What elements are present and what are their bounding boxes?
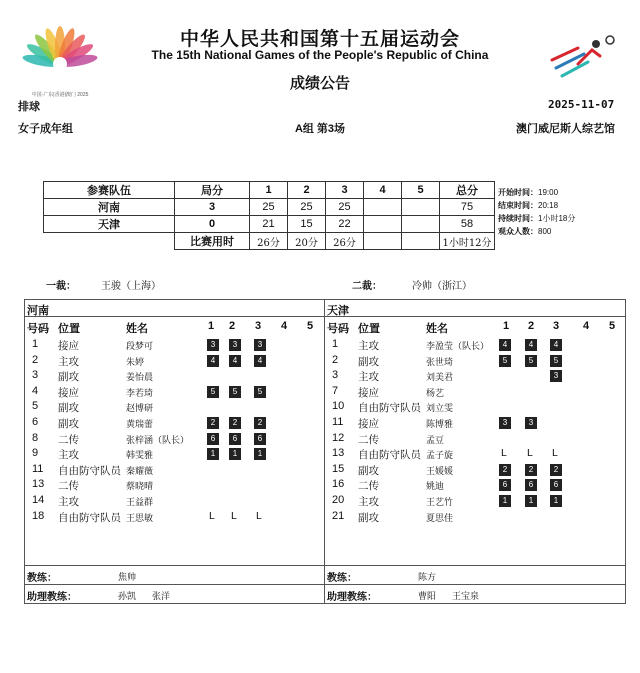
player-name: 杨艺 [426, 388, 445, 399]
player-row [324, 510, 624, 526]
player-position: 主攻 [58, 496, 79, 508]
player-row [24, 354, 324, 370]
player-name: 黄瑞蕾 [126, 420, 154, 430]
rotation-position-box: 1 [229, 448, 241, 460]
rotation-position-box: 5 [525, 355, 537, 367]
player-number: 13 [32, 478, 45, 491]
player-name: 刘立雯 [426, 404, 454, 415]
start-time [498, 187, 558, 198]
rotation-position-box: 3 [525, 417, 537, 429]
player-position: 主攻 [358, 496, 379, 508]
henan-coach: 焦帅 [118, 573, 137, 583]
set-score [364, 216, 402, 233]
rotation-position-box: 3 [254, 339, 266, 351]
set-score [402, 216, 440, 233]
set1-header: 1 [208, 320, 215, 332]
player-number: 15 [332, 462, 345, 475]
player-row [324, 400, 624, 416]
games-title-en: The 15th National Games of the People's Republic of China [151, 48, 489, 62]
duration-label: 持续时间： [498, 214, 538, 223]
score-header-row [44, 182, 495, 199]
rotation-position-box: 2 [229, 417, 241, 429]
player-row [324, 416, 624, 432]
player-number: 6 [32, 416, 39, 428]
player-number: 1 [32, 338, 39, 350]
tianjin-team-title: 天津 [327, 305, 349, 317]
tianjin-coach: 陈方 [418, 573, 437, 583]
rotation-position-box: 1 [207, 448, 219, 460]
match-time-label: 比赛用时 [175, 233, 250, 250]
set3-header: 3 [553, 320, 560, 332]
set-score: 22 [326, 216, 364, 233]
sets-won: 0 [175, 216, 250, 233]
player-position: 接应 [358, 386, 379, 399]
player-position: 接应 [58, 340, 79, 352]
set2-header: 2 [229, 320, 236, 332]
player-name: 段梦可 [126, 342, 154, 352]
sets-won-header: 局分 [175, 182, 250, 199]
player-name: 朱婷 [126, 357, 145, 368]
roster-header-line [24, 316, 626, 317]
player-name: 韩雯雅 [126, 451, 154, 462]
tianjin-column-headers [324, 320, 626, 336]
first-referee-label: 一裁： [46, 281, 76, 292]
player-row [24, 510, 324, 526]
set4-header: 4 [281, 320, 288, 332]
rotation-position-box: 6 [229, 433, 241, 445]
player-name: 张梓涵（队长） [126, 435, 190, 446]
team-header: 参赛队伍 [44, 182, 175, 199]
set-score: 25 [326, 199, 364, 216]
libero-mark: L [527, 447, 533, 460]
player-number: 2 [32, 353, 39, 366]
sport-label: 排球 [18, 101, 40, 113]
player-position: 自由防守队员 [58, 511, 121, 524]
set-time [364, 233, 402, 250]
total-score: 75 [440, 199, 495, 216]
player-position: 自由防守队员 [58, 464, 121, 477]
total-time: 1小时12分 [440, 233, 495, 250]
tianjin-coach-label: 教练： [327, 573, 357, 584]
player-position: 二传 [358, 480, 379, 493]
player-row [24, 338, 324, 354]
rotation-position-box: 4 [207, 355, 219, 367]
set-score: 21 [250, 216, 288, 233]
player-row [324, 385, 624, 401]
rotation-position-box: 5 [207, 386, 219, 398]
player-row [24, 432, 324, 448]
set1-header: 1 [250, 182, 288, 199]
rotation-position-box: 5 [550, 355, 562, 367]
rotation-position-box: 3 [229, 339, 241, 351]
match-label: A组 第3场 [294, 123, 346, 135]
end-time-label: 结束时间： [498, 201, 538, 210]
rotation-position-box: 2 [525, 464, 537, 476]
player-name: 夏思佳 [426, 513, 454, 524]
player-row [324, 338, 624, 354]
player-name: 赵博研 [126, 404, 154, 415]
player-row [24, 494, 324, 510]
player-number: 11 [332, 416, 344, 428]
total-header: 总分 [440, 182, 495, 199]
score-row-tianjin [44, 216, 495, 233]
tianjin-assistant-label: 助理教练： [327, 592, 377, 603]
player-row [24, 385, 324, 401]
rotation-position-box: 6 [550, 479, 562, 491]
pos-header: 位置 [58, 323, 80, 335]
player-position: 副攻 [58, 418, 79, 430]
player-number: 12 [332, 431, 345, 444]
logo-caption: 中国·广东|香港|澳门 2025 [31, 92, 89, 98]
rotation-position-box: 1 [254, 448, 266, 460]
rotation-position-box: 1 [499, 495, 511, 507]
rotation-position-box: 6 [207, 433, 219, 445]
rotation-position-box: 2 [207, 417, 219, 429]
player-row [324, 447, 624, 463]
duration-value: 1小时18分 [538, 214, 576, 223]
player-name: 王益群 [126, 498, 154, 508]
player-number: 5 [32, 400, 39, 413]
player-number: 3 [332, 369, 339, 382]
player-number: 21 [332, 509, 345, 522]
player-number: 7 [332, 384, 339, 397]
sets-won: 3 [175, 199, 250, 216]
audience-value: 800 [538, 227, 552, 236]
page-title: 成绩公告 [289, 75, 350, 92]
name-header: 姓名 [126, 323, 148, 335]
player-position: 主攻 [58, 355, 79, 368]
rotation-position-box: 6 [254, 433, 266, 445]
set-time: 26分 [250, 233, 288, 250]
set-score: 25 [288, 199, 326, 216]
libero-mark: L [501, 447, 507, 460]
player-row [324, 432, 624, 448]
tianjin-assistant-2: 王宝泉 [452, 592, 480, 602]
player-name: 王艺竹 [426, 498, 454, 508]
player-position: 自由防守队员 [358, 402, 421, 415]
rotation-position-box: 6 [499, 479, 511, 491]
set-time: 20分 [288, 233, 326, 250]
player-row [324, 369, 624, 385]
player-number: 16 [332, 478, 345, 491]
player-name: 张世琦 [426, 357, 454, 368]
rotation-position-box: 1 [550, 495, 562, 507]
henan-assistant-2: 张洋 [152, 592, 171, 602]
spacer [44, 233, 175, 250]
player-name: 孟豆 [426, 435, 445, 446]
match-time-row [44, 233, 495, 250]
no-header: 号码 [327, 323, 349, 335]
player-position: 副攻 [58, 402, 79, 415]
player-number: 3 [32, 369, 39, 382]
player-name: 秦耀薇 [126, 466, 154, 477]
rotation-position-box: 2 [254, 417, 266, 429]
second-referee-label: 二裁： [352, 281, 382, 292]
end-time [498, 200, 558, 211]
player-name: 刘美君 [426, 373, 454, 384]
player-name: 王媛媛 [426, 466, 454, 477]
henan-assistant-1: 孙凯 [118, 592, 137, 602]
set-time: 26分 [326, 233, 364, 250]
set-score [402, 199, 440, 216]
set2-header: 2 [528, 320, 535, 332]
player-position: 主攻 [58, 449, 79, 462]
player-row [24, 447, 324, 463]
set-time [402, 233, 440, 250]
rotation-position-box: 3 [499, 417, 511, 429]
coach-line [24, 565, 626, 566]
player-position: 接应 [58, 386, 79, 399]
set-score [364, 199, 402, 216]
rotation-position-box: 2 [550, 464, 562, 476]
second-referee: 冷帅（浙江） [412, 281, 472, 292]
player-position: 副攻 [358, 355, 379, 368]
tianjin-assistant-1: 曹阳 [418, 592, 437, 602]
player-number: 13 [332, 447, 345, 460]
player-name: 李盈莹（队长） [426, 342, 490, 352]
player-position: 二传 [358, 433, 379, 446]
set3-header: 3 [326, 182, 364, 199]
rotation-position-box: 3 [550, 370, 562, 382]
libero-mark: L [256, 509, 262, 522]
player-row [24, 369, 324, 385]
pos-header: 位置 [358, 323, 380, 335]
rotation-position-box: 6 [525, 479, 537, 491]
rotation-position-box: 4 [499, 339, 511, 351]
player-number: 4 [32, 384, 39, 397]
henan-coach-label: 教练： [27, 573, 57, 584]
player-row [24, 478, 324, 494]
player-position: 副攻 [358, 511, 379, 524]
set-score: 15 [288, 216, 326, 233]
henan-column-headers [24, 320, 324, 336]
player-row [24, 463, 324, 479]
player-name: 姜怡晨 [126, 373, 154, 384]
set5-header: 5 [402, 182, 440, 199]
henan-assistant-label: 助理教练： [27, 592, 77, 603]
start-time-label: 开始时间： [498, 188, 538, 197]
player-row [324, 463, 624, 479]
set2-header: 2 [288, 182, 326, 199]
team-name: 天津 [44, 216, 175, 233]
player-name: 李若琦 [126, 388, 154, 399]
group-label: 女子成年组 [18, 123, 73, 135]
total-score: 58 [440, 216, 495, 233]
team-name: 河南 [44, 199, 175, 216]
set3-header: 3 [255, 320, 262, 332]
rotation-position-box: 2 [499, 464, 511, 476]
player-number: 20 [332, 494, 345, 506]
player-position: 副攻 [358, 464, 379, 477]
henan-team-title: 河南 [27, 305, 49, 317]
audience-label: 观众人数： [498, 227, 538, 236]
player-row [24, 400, 324, 416]
player-row [324, 354, 624, 370]
player-number: 2 [332, 353, 339, 366]
player-number: 14 [32, 494, 45, 506]
match-date: 2025-11-07 [548, 98, 615, 111]
set1-header: 1 [503, 320, 510, 332]
score-table [43, 181, 495, 250]
start-time-value: 19:00 [538, 188, 559, 197]
libero-mark: L [231, 509, 237, 522]
player-name: 陈博雅 [426, 420, 454, 430]
set4-header: 4 [583, 320, 590, 332]
name-header: 姓名 [426, 323, 448, 335]
rotation-position-box: 3 [207, 339, 219, 351]
player-row [324, 494, 624, 510]
player-number: 9 [32, 447, 39, 460]
assistant-line [24, 584, 626, 585]
player-position: 接应 [358, 418, 379, 430]
set4-header: 4 [364, 182, 402, 199]
rotation-position-box: 4 [229, 355, 241, 367]
duration [498, 213, 575, 224]
rotation-position-box: 5 [254, 386, 266, 398]
player-number: 18 [32, 509, 45, 522]
rotation-position-box: 4 [525, 339, 537, 351]
libero-mark: L [552, 447, 558, 460]
player-position: 副攻 [58, 371, 79, 384]
player-position: 二传 [58, 433, 79, 446]
set5-header: 5 [609, 320, 616, 332]
libero-mark: L [209, 509, 215, 522]
player-position: 自由防守队员 [358, 449, 421, 462]
set5-header: 5 [307, 320, 314, 332]
player-position: 主攻 [358, 371, 379, 384]
no-header: 号码 [27, 323, 49, 335]
games-title-cn: 中华人民共和国第十五届运动会 [179, 29, 460, 50]
player-number: 1 [332, 338, 339, 350]
player-number: 11 [32, 462, 44, 475]
score-row-henan [44, 199, 495, 216]
venue-label: 澳门威尼斯人综艺馆 [516, 123, 615, 135]
player-row [324, 478, 624, 494]
player-number: 10 [332, 400, 345, 413]
player-position: 主攻 [358, 340, 379, 352]
end-time-value: 20:18 [538, 201, 559, 210]
rotation-position-box: 4 [254, 355, 266, 367]
audience [498, 226, 551, 237]
first-referee: 王骏（上海） [101, 281, 161, 292]
player-name: 蔡晓晴 [126, 482, 154, 493]
player-name: 孟子旋 [426, 451, 454, 462]
player-name: 姚迪 [426, 482, 445, 493]
rotation-position-box: 5 [499, 355, 511, 367]
rotation-position-box: 4 [550, 339, 562, 351]
player-position: 二传 [58, 480, 79, 493]
set-score: 25 [250, 199, 288, 216]
player-row [24, 416, 324, 432]
player-number: 8 [32, 431, 39, 444]
player-name: 王思敏 [126, 513, 154, 524]
rotation-position-box: 5 [229, 386, 241, 398]
rotation-position-box: 1 [525, 495, 537, 507]
